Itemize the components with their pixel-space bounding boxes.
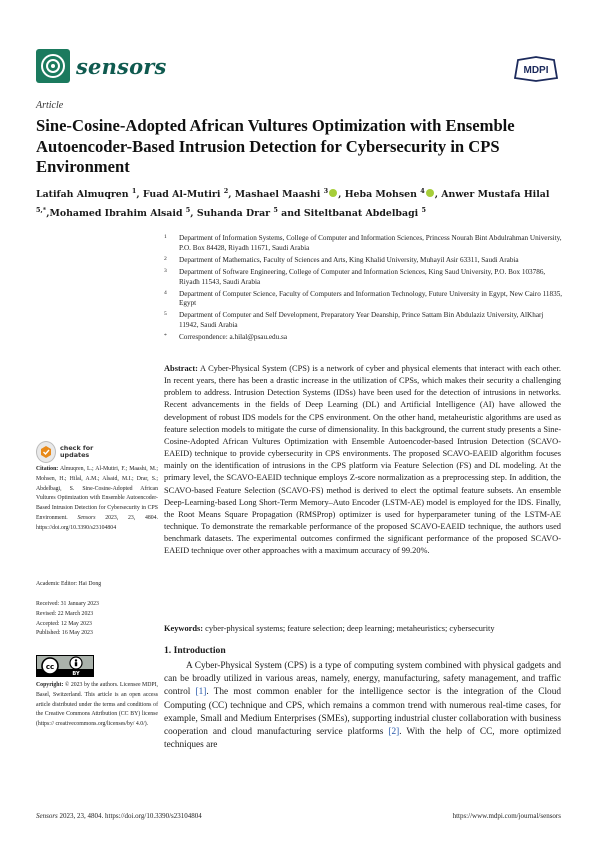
check-updates-line1: check for (60, 443, 94, 452)
affiliation-number: 2 (164, 255, 167, 262)
academic-editor: Academic Editor: Hai Dong (36, 581, 102, 587)
received-date: Received: 31 January 2023 (36, 601, 99, 607)
affiliation-number: 1 (164, 234, 167, 240)
affiliations (164, 234, 564, 345)
affiliation-number: * (164, 333, 167, 340)
published-date: Published: 16 May 2023 (36, 630, 93, 637)
orcid-icon[interactable] (426, 189, 434, 197)
accepted-date: Accepted: 12 May 2023 (36, 620, 92, 627)
cc-by-license-icon[interactable] (36, 655, 102, 677)
svg-text:cc: cc (45, 663, 55, 671)
citation-text: Almuqren, L.; Al-Mutiri, F.; Maashi, M.; Mohsen, H.; Hilal, A.M.; Alsaid, M.I.; Drar, S.; Abdelbagi, S. Sine-Cosine-Adopted African Vultures Optimization with Ensemble Autoencoder-Based Intrusion Detection for Cybersecurity in CPS Environment. (36, 466, 158, 521)
reference-link-2[interactable]: [2] (388, 727, 400, 738)
affiliation-text: Department of Computer Science, Faculty of Computers and Information Technology, Future University in Egypt, New Cairo 11835, Egypt (179, 289, 563, 308)
revised-date: Revised: 22 March 2023 (36, 610, 94, 617)
sensors-logo-icon (36, 49, 70, 83)
author-name[interactable]: Suhanda Drar (196, 207, 271, 219)
check-updates-line2: updates (60, 451, 90, 459)
author-list (36, 184, 561, 221)
footer-journal-url[interactable]: https://www.mdpi.com/journal/sensors (452, 812, 561, 820)
affiliation-number: 5 (164, 311, 167, 318)
intro-text-3: . With the help of CC, more optimized techniques are (164, 727, 561, 751)
citation-block (36, 465, 158, 534)
journal-logo (36, 46, 167, 86)
reference-link-1[interactable]: [1] (195, 687, 207, 698)
author-name[interactable]: Mohamed Ibrahim Alsaid (49, 207, 183, 219)
abstract-text: A Cyber-Physical System (CPS) is a network of cyber and physical elements that interact with each other. In recent years, there has been a drastic increase in the utilization of CPSs, which makes their security a challenging problem to address. Intrusion Detection Systems (IDSs) have been used for the detection of intrusions in networks. Recent advancements in the fields of Deep Learning (DL) and Artificial Intelligence (AI) have allowed the development of robust IDS models for the CPS environment. On the other hand, metaheuristic algorithms are used as feature selection models to mitigate the curse of dimensionality. In this background, the current study presents a Sine-Cosine-Adopted African Vultures Optimization with Ensemble Autoencoder-based Intrusion Detection (SCAVO-EAEID) technique to provide cybersecurity in CPS environments. The proposed SCAVO-EAEID algorithm focuses mainly on the identification of intrusions in the CPS platform via Feature Selection (FS) and DL modeling. At the primary level, the SCAVO-EAEID technique employs Z-score normalization as a preprocessing step. In addition, the SCAVO-based Feature Selection (SCAVO-FS) method is derived to elect the optimal feature subsets. An ensemble Deep-Learning-based Long Short-Term Memory–Auto Encoder (LSTM-AE) model is employed for the IDS. Finally, the Root Means Square Propagation (RMSProp) optimizer is used for hyperparameter tuning of the LSTM-AE technique. To demonstrate the remarkable performance of the proposed SCAVO-EAEID technique, the authors used benchmark datasets. The experimental outcomes confirmed the significant performance of the proposed SCAVO-EAEID technique over other approaches with a maximum accuracy of 99.20%. (164, 364, 561, 556)
author-affiliation-mark: 5,* (36, 205, 47, 214)
author-affiliation-mark: 5 (185, 205, 191, 214)
affiliation-item (164, 234, 564, 254)
author-affiliation-mark: 3 (323, 187, 329, 195)
author-affiliation-mark: 4 (420, 187, 425, 195)
footer-citation (36, 812, 202, 820)
check-for-updates-button[interactable] (36, 441, 93, 463)
author-separator: , (338, 189, 345, 201)
author-name[interactable]: Mashael Maashi (234, 189, 321, 201)
author-name[interactable]: Latifah Almuqren (36, 189, 129, 201)
author-separator: and (277, 207, 304, 219)
affiliation-text: Correspondence: a.hilal@psau.edu.sa (179, 333, 288, 342)
check-updates-icon (36, 441, 56, 463)
affiliation-item (164, 333, 564, 343)
publisher-logo (512, 56, 560, 82)
citation-label: Citation: (36, 466, 59, 472)
author-affiliation-mark: 1 (131, 187, 137, 195)
affiliation-item (164, 256, 564, 266)
check-updates-text (60, 445, 93, 460)
copyright-label: Copyright: (36, 682, 64, 688)
author-separator: , (136, 189, 143, 201)
affiliation-item (164, 268, 564, 288)
keywords-label: Keywords: (164, 624, 204, 633)
affiliation-item (164, 311, 564, 331)
svg-text:BY: BY (72, 671, 80, 677)
author-name[interactable]: Fuad Al-Mutiri (142, 189, 221, 201)
affiliation-text: Department of Information Systems, College of Computer and Information Sciences, Princess Nourah Bint Abdulrahman University, P.O. Box 84428, Riyadh 11671, Saudi Arabia (179, 234, 562, 252)
author-separator: , (228, 189, 235, 201)
affiliation-text: Department of Software Engineering, College of Computer and Information Sciences, King Saud University, P.O. Box 103786, Riyadh 11543, Saudi Arabia (179, 267, 546, 286)
author-name[interactable]: Siteltbanat Abdelbagi (303, 207, 419, 219)
abstract (164, 363, 561, 558)
citation-journal: Sensors (77, 514, 96, 521)
author-affiliation-mark: 2 (223, 187, 229, 195)
footer-journal: Sensors (36, 812, 58, 820)
affiliation-number: 4 (164, 289, 167, 296)
affiliation-item (164, 290, 564, 310)
orcid-icon[interactable] (329, 189, 337, 197)
intro-text-2: . The most common enabler for the intelligence sector is the integration of the Cloud Computing (CC) technique and CPS, which remains a common trend with numerous real-time cases, for example, Small and Medium Enterprises (SMEs), supporting industrial cluster collaboration with business cooperation and cloud manufacturing service platforms (164, 687, 561, 738)
section-heading-introduction: 1. Introduction (164, 645, 226, 656)
author-separator: , (434, 189, 442, 201)
publisher-logo-text: MDPI (523, 65, 549, 76)
footer-doi[interactable]: 2023, 23, 4804. https://doi.org/10.3390/s23104804 (57, 812, 202, 820)
introduction-paragraph (164, 660, 561, 752)
copyright-text: © 2023 by the authors. Licensee MDPI, Basel, Switzerland. This article is an open access article distributed under the terms and conditions of the Creative Commons Attribution (CC BY) license (https:// creativecommons.org/licenses/by/ 4.0/). (36, 682, 158, 728)
publication-dates (36, 600, 158, 639)
author-affiliation-mark: 5 (273, 205, 278, 214)
author-separator: , (46, 207, 50, 219)
affiliation-text: Department of Computer and Self Development, Preparatory Year Deanship, Prince Sattam Bin Abdulaziz University, AlKharj 11942, Saudi Arabia (179, 311, 544, 330)
paper-title: Sine-Cosine-Adopted African Vultures Optimization with Ensemble Autoencoder-Based Intrusion Detection for Cybersecurity in CPS Environment (36, 116, 515, 176)
author-affiliation-mark: 5 (421, 205, 426, 214)
copyright-notice (36, 681, 158, 730)
keywords (164, 623, 561, 635)
author-name[interactable]: Heba Mohsen (344, 189, 417, 201)
abstract-label: Abstract: (164, 364, 198, 373)
citation-doi: 2023, 23, 4804. https://doi.org/10.3390/s23104804 (36, 514, 158, 531)
affiliation-text: Department of Mathematics, Faculty of Sciences and Arts, King Khalid University, Muhayil Asir 63311, Saudi Arabia (179, 255, 519, 264)
affiliation-number: 3 (164, 267, 167, 274)
author-name[interactable]: Anwer Mustafa Hilal (441, 189, 550, 201)
author-separator: , (190, 207, 197, 219)
keywords-text: cyber-physical systems; feature selection; deep learning; metaheuristics; cybersecurity (205, 624, 495, 633)
intro-text-1: A Cyber-Physical System (CPS) is a type of computing system combined with physical gadgets and can be broadly utilized in various areas, namely, energy, manufacturing, safety management, and traffic control (164, 661, 561, 698)
article-type: Article (36, 100, 64, 111)
journal-name: sensors (76, 53, 167, 79)
